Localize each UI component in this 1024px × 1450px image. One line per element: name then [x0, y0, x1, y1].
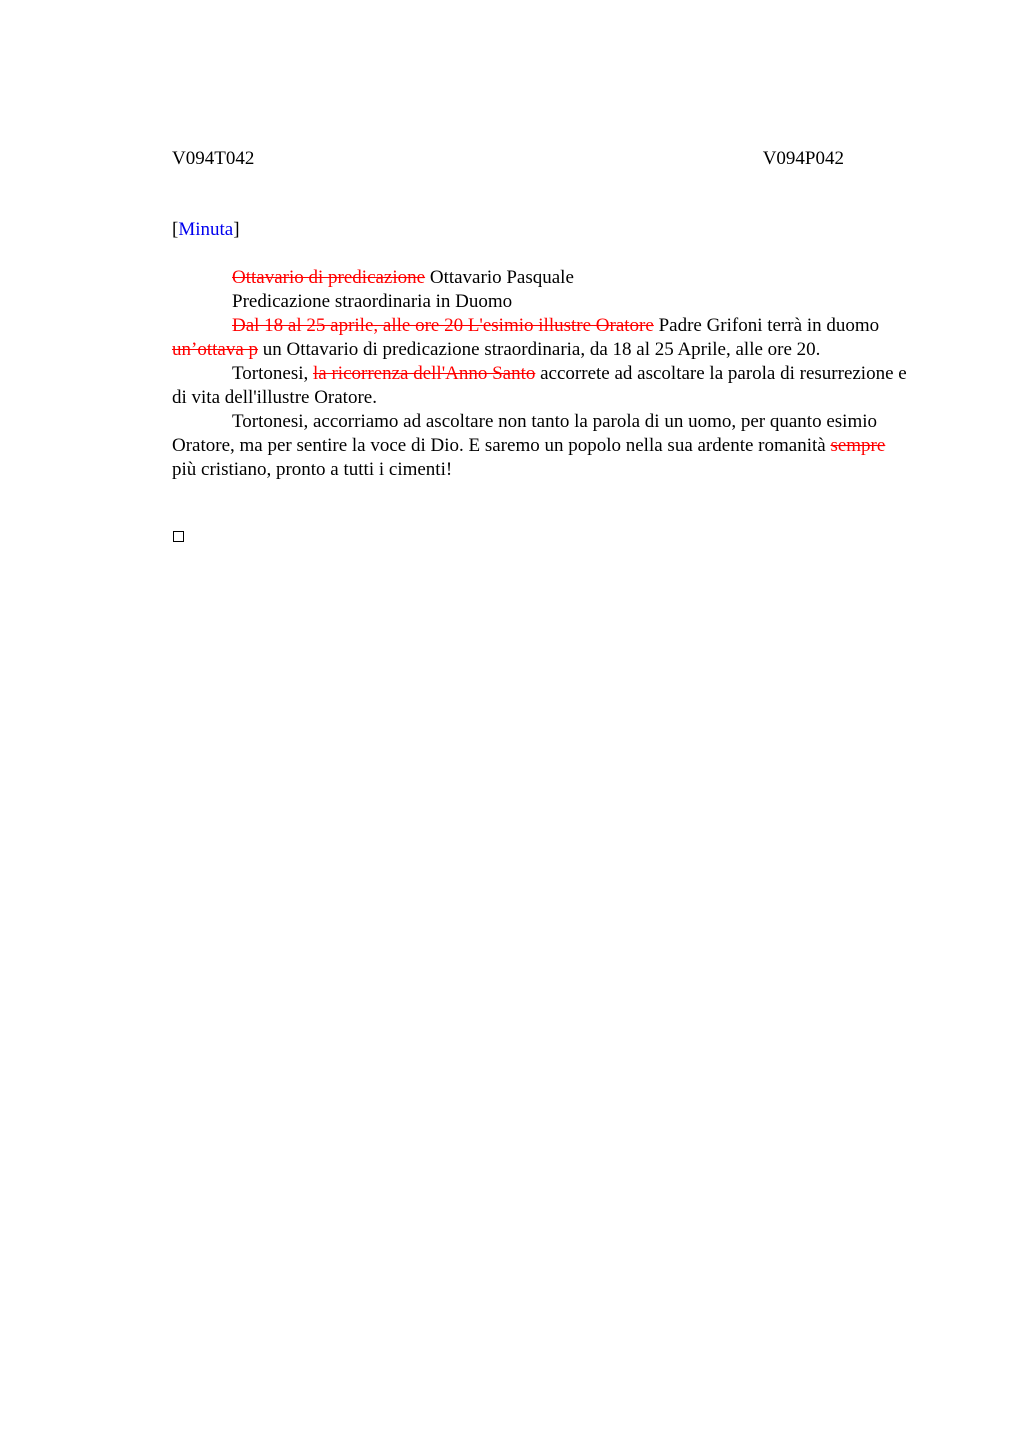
deleted-text: la ricorrenza dell'Anno Santo — [313, 363, 536, 384]
deleted-text: un’ottava p — [172, 339, 259, 360]
close-bracket: ] — [233, 219, 240, 240]
document-body — [172, 266, 912, 482]
paragraph-closing — [172, 410, 912, 482]
section-label — [172, 218, 240, 242]
paragraph-text: Padre Grifoni terrà in duomo — [653, 315, 880, 336]
minuta-label: Minuta — [178, 219, 234, 240]
deleted-text: sempre — [830, 435, 886, 456]
paragraph-text: più cristiano, pronto a tutti i cimenti! — [172, 459, 453, 480]
paragraph-title — [172, 266, 912, 290]
paragraph-announcement — [172, 314, 912, 362]
paragraph-text: un Ottavario di predicazione straordinaria, da 18 al 25 Aprile, alle ore 20. — [258, 339, 821, 360]
paragraph-text: Tortonesi, accorriamo ad ascoltare non tanto la parola di un uomo, per quanto esimio Oratore, ma per sentire la voce di Dio. E saremo un popolo nella sua ardente romanità — [172, 411, 877, 456]
open-bracket: [ — [172, 219, 179, 240]
paragraph-text: Tortonesi, — [232, 363, 313, 384]
paragraph-text: Ottavario Pasquale — [425, 267, 574, 288]
paragraph-text: accorrete ad ascoltare la parola di resurrezione e di vita dell'illustre Oratore. — [172, 363, 907, 408]
paragraph-appeal — [172, 362, 912, 410]
document-codes — [172, 147, 844, 171]
document-code-left: V094T042 — [172, 148, 255, 169]
paragraph-text: Predicazione straordinaria in Duomo — [232, 291, 513, 312]
deleted-text: Ottavario di predicazione — [232, 267, 426, 288]
deleted-text: Dal 18 al 25 aprile, alle ore 20 L'esimio illustre Oratore — [232, 315, 654, 336]
document-code-right: V094P042 — [762, 148, 844, 169]
paragraph-subtitle — [172, 290, 912, 314]
checkbox-icon — [173, 531, 184, 542]
